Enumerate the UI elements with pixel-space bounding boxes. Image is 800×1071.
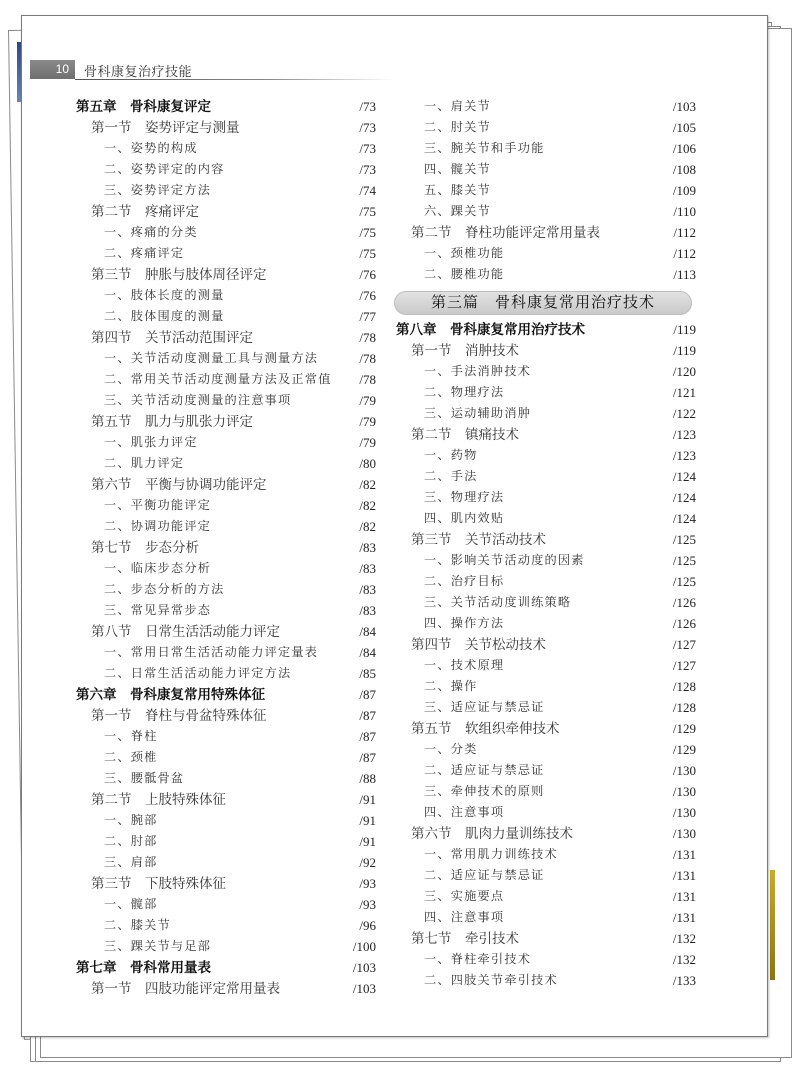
toc-entry-page: /76: [359, 267, 376, 282]
toc-entry-title: 第三节 关节活动技术: [411, 532, 546, 547]
toc-entry-page: /119: [673, 343, 696, 358]
toc-section-entry[interactable]: [76, 474, 376, 495]
toc-entry-title: 二、肢体围度的测量: [104, 309, 225, 323]
toc-entry-page: /122: [672, 406, 696, 421]
toc-section-entry[interactable]: [76, 537, 376, 558]
toc-entry-page: /125: [672, 553, 696, 568]
toc-entry-title: 三、运动辅助消肿: [424, 406, 532, 420]
toc-entry-page: /83: [359, 540, 376, 555]
toc-entry-title: 三、物理疗法: [424, 490, 505, 504]
toc-section-entry[interactable]: [76, 873, 376, 894]
toc-entry-title: 三、腰骶骨盆: [104, 771, 185, 785]
toc-entry-title: 一、常用肌力训练技术: [424, 847, 558, 861]
toc-entry-title: 一、肌张力评定: [104, 435, 198, 449]
page-number: 10: [30, 60, 75, 79]
toc-entry-page: /131: [672, 847, 696, 862]
toc-item-entry[interactable]: [396, 655, 696, 676]
toc-entry-title: 二、常用关节活动度测量方法及正常值: [104, 372, 332, 386]
toc-item-entry[interactable]: [76, 159, 376, 180]
toc-entry-title: 四、肌内效贴: [424, 511, 505, 525]
toc-entry-title: 一、关节活动度测量工具与测量方法: [104, 351, 319, 365]
toc-item-entry[interactable]: [396, 907, 696, 928]
toc-entry-page: /106: [672, 141, 696, 156]
toc-entry-title: 第八节 日常生活活动能力评定: [91, 624, 280, 639]
toc-entry-title: 第二节 上肢特殊体征: [91, 792, 226, 807]
toc-entry-title: 二、物理疗法: [424, 385, 505, 399]
toc-entry-title: 一、临床步态分析: [104, 561, 212, 575]
toc-entry-title: 二、日常生活活动能力评定方法: [104, 666, 292, 680]
toc-entry-page: /73: [359, 99, 376, 114]
toc-entry-page: /103: [672, 99, 696, 114]
toc-entry-page: /87: [359, 708, 376, 723]
toc-entry-page: /74: [359, 183, 376, 198]
toc-entry-page: /91: [359, 792, 376, 807]
toc-item-entry[interactable]: [76, 138, 376, 159]
toc-item-entry[interactable]: [396, 117, 696, 138]
toc-entry-page: /131: [672, 910, 696, 925]
toc-entry-page: /131: [672, 868, 696, 883]
toc-item-entry[interactable]: [396, 886, 696, 907]
toc-item-entry[interactable]: [76, 726, 376, 747]
toc-entry-page: /93: [359, 897, 376, 912]
toc-entry-page: /79: [359, 414, 376, 429]
toc-entry-title: 第二节 镇痛技术: [411, 427, 519, 442]
toc-entry-title: 第八章 骨科康复常用治疗技术: [396, 322, 585, 337]
toc-entry-title: 第六节 平衡与协调功能评定: [91, 477, 267, 492]
toc-entry-title: 二、适应证与禁忌证: [424, 763, 545, 777]
toc-entry-title: 二、四肢关节牵引技术: [424, 973, 558, 987]
toc-item-entry[interactable]: [76, 558, 376, 579]
toc-item-entry[interactable]: [76, 894, 376, 915]
toc-item-entry[interactable]: [396, 138, 696, 159]
toc-entry-title: 第一节 脊柱与骨盆特殊体征: [91, 708, 267, 723]
toc-entry-page: /80: [359, 456, 376, 471]
toc-chapter-entry[interactable]: [76, 96, 376, 117]
toc-entry-page: /109: [672, 183, 696, 198]
toc-entry-title: 三、腕关节和手功能: [424, 141, 545, 155]
toc-section-entry[interactable]: [76, 621, 376, 642]
toc-entry-title: 六、踝关节: [424, 204, 491, 218]
toc-section-entry[interactable]: [396, 340, 696, 361]
document-page: [21, 15, 768, 1037]
toc-entry-page: /132: [672, 952, 696, 967]
toc-entry-title: 第五章 骨科康复评定: [76, 99, 211, 114]
toc-item-entry[interactable]: [396, 970, 696, 991]
toc-entry-title: 二、步态分析的方法: [104, 582, 225, 596]
toc-chapter-entry[interactable]: [76, 957, 376, 978]
toc-entry-title: 三、踝关节与足部: [104, 939, 212, 953]
book-title: 骨科康复治疗技能: [84, 64, 193, 79]
toc-section-entry[interactable]: [396, 718, 696, 739]
toc-entry-page: /77: [359, 309, 376, 324]
toc-entry-page: /130: [672, 763, 696, 778]
toc-entry-page: /78: [359, 351, 376, 366]
toc-entry-title: 一、腕部: [104, 813, 158, 827]
toc-item-entry[interactable]: [76, 579, 376, 600]
toc-item-entry[interactable]: [76, 663, 376, 684]
toc-chapter-entry[interactable]: [396, 319, 696, 340]
toc-entry-title: 四、髋关节: [424, 162, 491, 176]
toc-entry-page: /78: [359, 372, 376, 387]
toc-item-entry[interactable]: [396, 487, 696, 508]
toc-entry-page: /73: [359, 141, 376, 156]
toc-entry-title: 一、疼痛的分类: [104, 225, 198, 239]
toc-entry-title: 第五节 软组织牵伸技术: [411, 721, 560, 736]
toc-entry-title: 二、操作: [424, 679, 478, 693]
toc-entry-title: 第六章 骨科康复常用特殊体征: [76, 687, 265, 702]
toc-entry-page: /123: [672, 448, 696, 463]
toc-item-entry[interactable]: [396, 865, 696, 886]
toc-right-top: [396, 96, 696, 285]
toc-entry-title: 第一节 四肢功能评定常用量表: [91, 981, 280, 996]
toc-entry-page: /83: [359, 582, 376, 597]
toc-section-entry[interactable]: [396, 222, 696, 243]
toc-entry-title: 四、注意事项: [424, 910, 505, 924]
toc-entry-page: /133: [672, 973, 696, 988]
toc-section-entry[interactable]: [396, 928, 696, 949]
toc-item-entry[interactable]: [76, 642, 376, 663]
toc-item-entry[interactable]: [396, 571, 696, 592]
toc-entry-page: /129: [672, 742, 696, 757]
toc-entry-page: /127: [672, 658, 696, 673]
toc-entry-title: 二、肌力评定: [104, 456, 185, 470]
toc-entry-title: 第三节 下肢特殊体征: [91, 876, 226, 891]
toc-item-entry[interactable]: [76, 390, 376, 411]
toc-entry-title: 一、药物: [424, 448, 478, 462]
toc-item-entry[interactable]: [76, 768, 376, 789]
toc-entry-title: 第六节 肌肉力量训练技术: [411, 826, 573, 841]
toc-entry-title: 第二节 疼痛评定: [91, 204, 199, 219]
toc-entry-title: 第五节 肌力与肌张力评定: [91, 414, 253, 429]
toc-entry-title: 二、姿势评定的内容: [104, 162, 225, 176]
toc-section-entry[interactable]: [76, 789, 376, 810]
toc-entry-page: /121: [672, 385, 696, 400]
toc-entry-title: 三、姿势评定方法: [104, 183, 212, 197]
toc-item-entry[interactable]: [76, 243, 376, 264]
toc-entry-page: /84: [359, 645, 376, 660]
toc-entry-page: /100: [352, 939, 376, 954]
toc-entry-title: 一、技术原理: [424, 658, 505, 672]
toc-item-entry[interactable]: [396, 466, 696, 487]
toc-entry-page: /113: [673, 267, 696, 282]
toc-entry-title: 二、肘部: [104, 834, 158, 848]
toc-entry-page: /93: [359, 876, 376, 891]
toc-entry-page: /123: [672, 427, 696, 442]
toc-item-entry[interactable]: [76, 810, 376, 831]
toc-entry-page: /91: [359, 834, 376, 849]
toc-entry-title: 三、肩部: [104, 855, 158, 869]
toc-item-entry[interactable]: [76, 306, 376, 327]
toc-item-entry[interactable]: [76, 369, 376, 390]
toc-right-column: [396, 96, 696, 991]
toc-entry-page: /130: [672, 784, 696, 799]
toc-item-entry[interactable]: [396, 550, 696, 571]
toc-entry-title: 一、脊柱: [104, 729, 158, 743]
toc-item-entry[interactable]: [76, 831, 376, 852]
toc-chapter-entry[interactable]: [76, 684, 376, 705]
toc-entry-page: /130: [672, 805, 696, 820]
toc-section-entry[interactable]: [76, 978, 376, 999]
toc-section-entry[interactable]: [396, 823, 696, 844]
toc-item-entry[interactable]: [396, 676, 696, 697]
toc-entry-title: 四、注意事项: [424, 805, 505, 819]
toc-entry-page: /130: [672, 826, 696, 841]
toc-entry-title: 一、常用日常生活活动能力评定量表: [104, 645, 319, 659]
toc-entry-page: /75: [359, 204, 376, 219]
toc-entry-page: /126: [672, 616, 696, 631]
toc-entry-title: 三、实施要点: [424, 889, 505, 903]
toc-item-entry[interactable]: [76, 915, 376, 936]
toc-entry-page: /83: [359, 603, 376, 618]
toc-entry-title: 第二节 脊柱功能评定常用量表: [411, 225, 600, 240]
toc-entry-page: /76: [359, 288, 376, 303]
toc-entry-title: 第一节 消肿技术: [411, 343, 519, 358]
toc-right-bottom: [396, 319, 696, 991]
toc-item-entry[interactable]: [396, 96, 696, 117]
toc-entry-page: /78: [359, 330, 376, 345]
toc-entry-page: /125: [672, 574, 696, 589]
toc-section-entry[interactable]: [396, 424, 696, 445]
toc-entry-title: 三、关节活动度测量的注意事项: [104, 393, 292, 407]
toc-entry-page: /103: [352, 981, 376, 996]
toc-item-entry[interactable]: [396, 508, 696, 529]
toc-entry-page: /128: [672, 700, 696, 715]
toc-section-entry[interactable]: [76, 327, 376, 348]
toc-entry-page: /73: [359, 162, 376, 177]
toc-entry-title: 三、适应证与禁忌证: [424, 700, 545, 714]
toc-entry-page: /79: [359, 435, 376, 450]
toc-entry-page: /79: [359, 393, 376, 408]
toc-item-entry[interactable]: [76, 852, 376, 873]
toc-entry-title: 第七章 骨科常用量表: [76, 960, 211, 975]
toc-entry-title: 一、姿势的构成: [104, 141, 198, 155]
toc-entry-page: /132: [672, 931, 696, 946]
cover-edge-accent: [770, 870, 775, 980]
toc-entry-page: /82: [359, 498, 376, 513]
toc-entry-page: /85: [359, 666, 376, 681]
toc-entry-title: 一、脊柱牵引技术: [424, 952, 532, 966]
toc-entry-page: /75: [359, 225, 376, 240]
toc-item-entry[interactable]: [76, 432, 376, 453]
toc-entry-title: 一、肢体长度的测量: [104, 288, 225, 302]
toc-entry-page: /128: [672, 679, 696, 694]
toc-item-entry[interactable]: [396, 592, 696, 613]
toc-entry-title: 第四节 关节松动技术: [411, 637, 546, 652]
toc-entry-title: 二、膝关节: [104, 918, 171, 932]
toc-entry-page: /108: [672, 162, 696, 177]
toc-entry-title: 二、腰椎功能: [424, 267, 505, 281]
toc-entry-title: 一、颈椎功能: [424, 246, 505, 260]
toc-entry-page: /125: [672, 532, 696, 547]
toc-entry-title: 二、手法: [424, 469, 478, 483]
toc-entry-page: /73: [359, 120, 376, 135]
toc-item-entry[interactable]: [76, 747, 376, 768]
toc-entry-title: 二、治疗目标: [424, 574, 505, 588]
toc-entry-page: /119: [673, 322, 696, 337]
toc-entry-title: 一、肩关节: [424, 99, 491, 113]
toc-item-entry[interactable]: [396, 613, 696, 634]
toc-entry-title: 第七节 步态分析: [91, 540, 199, 555]
toc-entry-title: 一、平衡功能评定: [104, 498, 212, 512]
toc-entry-page: /103: [352, 960, 376, 975]
toc-entry-title: 五、膝关节: [424, 183, 491, 197]
toc-entry-title: 三、关节活动度训练策略: [424, 595, 572, 609]
toc-section-entry[interactable]: [76, 411, 376, 432]
toc-entry-page: /83: [359, 561, 376, 576]
toc-entry-page: /127: [672, 637, 696, 652]
toc-item-entry[interactable]: [76, 180, 376, 201]
toc-entry-page: /75: [359, 246, 376, 261]
toc-entry-title: 第三节 肿胀与肢体周径评定: [91, 267, 267, 282]
toc-entry-page: /124: [672, 469, 696, 484]
toc-item-entry[interactable]: [396, 361, 696, 382]
toc-item-entry[interactable]: [76, 516, 376, 537]
toc-item-entry[interactable]: [396, 844, 696, 865]
toc-item-entry[interactable]: [396, 802, 696, 823]
toc-entry-page: /87: [359, 750, 376, 765]
toc-entry-page: /88: [359, 771, 376, 786]
toc-entry-title: 三、常见异常步态: [104, 603, 212, 617]
toc-left-column: [76, 96, 376, 999]
toc-entry-title: 第一节 姿势评定与测量: [91, 120, 240, 135]
toc-entry-title: 第七节 牵引技术: [411, 931, 519, 946]
toc-entry-page: /92: [359, 855, 376, 870]
toc-entry-title: 四、操作方法: [424, 616, 505, 630]
toc-section-entry[interactable]: [76, 264, 376, 285]
header-rule: [75, 79, 395, 80]
toc-item-entry[interactable]: [76, 285, 376, 306]
running-header: [30, 60, 730, 80]
toc-section-entry[interactable]: [76, 117, 376, 138]
toc-entry-page: /82: [359, 519, 376, 534]
toc-item-entry[interactable]: [76, 936, 376, 957]
toc-entry-page: /91: [359, 813, 376, 828]
toc-item-entry[interactable]: [396, 403, 696, 424]
toc-item-entry[interactable]: [76, 453, 376, 474]
toc-item-entry[interactable]: [76, 348, 376, 369]
toc-entry-page: /96: [359, 918, 376, 933]
toc-entry-title: 一、分类: [424, 742, 478, 756]
toc-item-entry[interactable]: [396, 264, 696, 285]
toc-entry-title: 二、适应证与禁忌证: [424, 868, 545, 882]
toc-section-entry[interactable]: [76, 705, 376, 726]
toc-entry-page: /82: [359, 477, 376, 492]
toc-entry-title: 二、协调功能评定: [104, 519, 212, 533]
toc-entry-title: 二、颈椎: [104, 750, 158, 764]
toc-section-entry[interactable]: [396, 529, 696, 550]
toc-entry-page: /129: [672, 721, 696, 736]
toc-item-entry[interactable]: [396, 243, 696, 264]
toc-entry-title: 一、髋部: [104, 897, 158, 911]
toc-entry-page: /131: [672, 889, 696, 904]
toc-entry-title: 二、疼痛评定: [104, 246, 185, 260]
toc-item-entry[interactable]: [396, 697, 696, 718]
toc-entry-page: /87: [359, 729, 376, 744]
toc-entry-page: /124: [672, 490, 696, 505]
toc-item-entry[interactable]: [396, 760, 696, 781]
toc-item-entry[interactable]: [396, 781, 696, 802]
toc-item-entry[interactable]: [76, 222, 376, 243]
toc-item-entry[interactable]: [396, 180, 696, 201]
toc-entry-page: /105: [672, 120, 696, 135]
toc-entry-page: /84: [359, 624, 376, 639]
toc-entry-page: /124: [672, 511, 696, 526]
toc-entry-page: /126: [672, 595, 696, 610]
toc-entry-page: /110: [673, 204, 696, 219]
toc-item-entry[interactable]: [396, 159, 696, 180]
toc-item-entry[interactable]: [76, 600, 376, 621]
toc-entry-page: /112: [673, 225, 696, 240]
part-banner: 第三篇 骨科康复常用治疗技术: [394, 291, 692, 315]
toc-entry-page: /112: [673, 246, 696, 261]
toc-item-entry[interactable]: [396, 739, 696, 760]
toc-item-entry[interactable]: [396, 201, 696, 222]
toc-item-entry[interactable]: [396, 949, 696, 970]
toc-item-entry[interactable]: [396, 445, 696, 466]
toc-item-entry[interactable]: [396, 382, 696, 403]
toc-entry-title: 一、手法消肿技术: [424, 364, 532, 378]
toc-entry-title: 一、影响关节活动度的因素: [424, 553, 585, 567]
toc-section-entry[interactable]: [396, 634, 696, 655]
toc-section-entry[interactable]: [76, 201, 376, 222]
toc-entry-title: 二、肘关节: [424, 120, 491, 134]
toc-entry-title: 三、牵伸技术的原则: [424, 784, 545, 798]
toc-entry-title: 第四节 关节活动范围评定: [91, 330, 253, 345]
toc-entry-page: /120: [672, 364, 696, 379]
toc-entry-page: /87: [359, 687, 376, 702]
toc-item-entry[interactable]: [76, 495, 376, 516]
